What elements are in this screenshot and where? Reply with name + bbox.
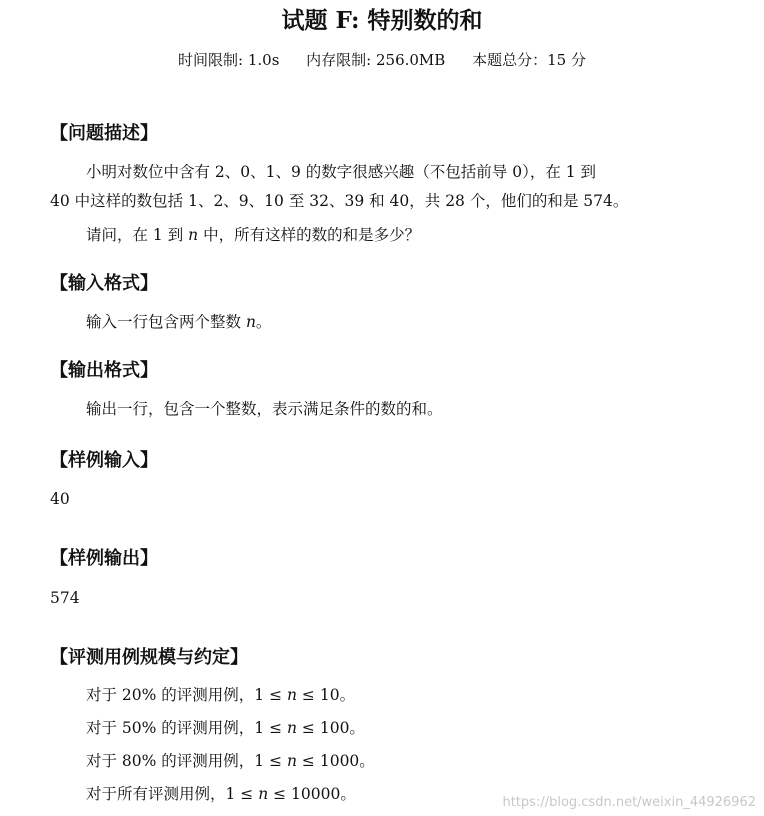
sample-input-value: 40 — [50, 490, 70, 508]
input-var: n — [245, 313, 256, 331]
constraint-var: n — [258, 785, 269, 803]
problem-question — [86, 222, 420, 248]
memory-limit: 内存限制: 256.0MB — [306, 51, 446, 69]
input-format-text — [86, 309, 271, 335]
page-title — [0, 4, 764, 38]
constraint-post: ≤ 1000。 — [297, 752, 375, 770]
problem-text-line-2: 40 中这样的数包括 1、2、9、10 至 32、39 和 40，共 28 个，他们的和是 574。 — [50, 192, 629, 210]
sample-input-heading: 【样例输入】 — [50, 450, 158, 471]
output-format-heading: 【输出格式】 — [50, 360, 158, 381]
constraint-var: n — [287, 719, 297, 737]
constraint-item — [86, 715, 365, 741]
watermark: https://blog.csdn.net/weixin_44926962 — [502, 795, 756, 810]
question-pre: 请问，在 1 到 — [86, 226, 189, 244]
constraint-item — [86, 748, 375, 774]
constraint-post: ≤ 100。 — [297, 719, 365, 737]
sample-output-value: 574 — [50, 589, 80, 607]
constraint-pre: 对于 20% 的评测用例，1 ≤ — [86, 686, 288, 704]
total-score: 本题总分：15 分 — [472, 51, 586, 69]
problem-text-line-1: 小明对数位中含有 2、0、1、9 的数字很感兴趣（不包括前导 0），在 1 到 — [86, 163, 597, 181]
input-format-heading: 【输入格式】 — [50, 273, 158, 294]
constraint-pre: 对于所有评测用例，1 ≤ — [86, 785, 259, 803]
constraint-var: n — [287, 686, 297, 704]
constraint-item — [86, 781, 356, 807]
question-var: n — [188, 226, 199, 244]
time-limit: 时间限制: 1.0s — [178, 51, 280, 69]
constraint-post: ≤ 10000。 — [268, 785, 356, 803]
input-pre: 输入一行包含两个整数 — [86, 313, 246, 331]
title-rest: 特别数的和 — [359, 8, 483, 34]
title-prefix: 试题 — [281, 8, 336, 34]
constraint-var: n — [287, 752, 297, 770]
question-post: 中，所有这样的数的和是多少？ — [198, 226, 421, 244]
constraint-post: ≤ 10。 — [297, 686, 356, 704]
title-letter: F: — [335, 7, 360, 34]
constraint-pre: 对于 80% 的评测用例，1 ≤ — [86, 752, 288, 770]
constraint-pre: 对于 50% 的评测用例，1 ≤ — [86, 719, 288, 737]
sample-output-heading: 【样例输出】 — [50, 548, 158, 569]
problem-heading: 【问题描述】 — [50, 123, 158, 144]
output-format-text: 输出一行，包含一个整数，表示满足条件的数的和。 — [86, 400, 443, 418]
input-post: 。 — [255, 313, 272, 331]
constraint-item — [86, 682, 355, 708]
limits-bar — [0, 47, 764, 73]
constraints-heading: 【评测用例规模与约定】 — [50, 647, 248, 668]
